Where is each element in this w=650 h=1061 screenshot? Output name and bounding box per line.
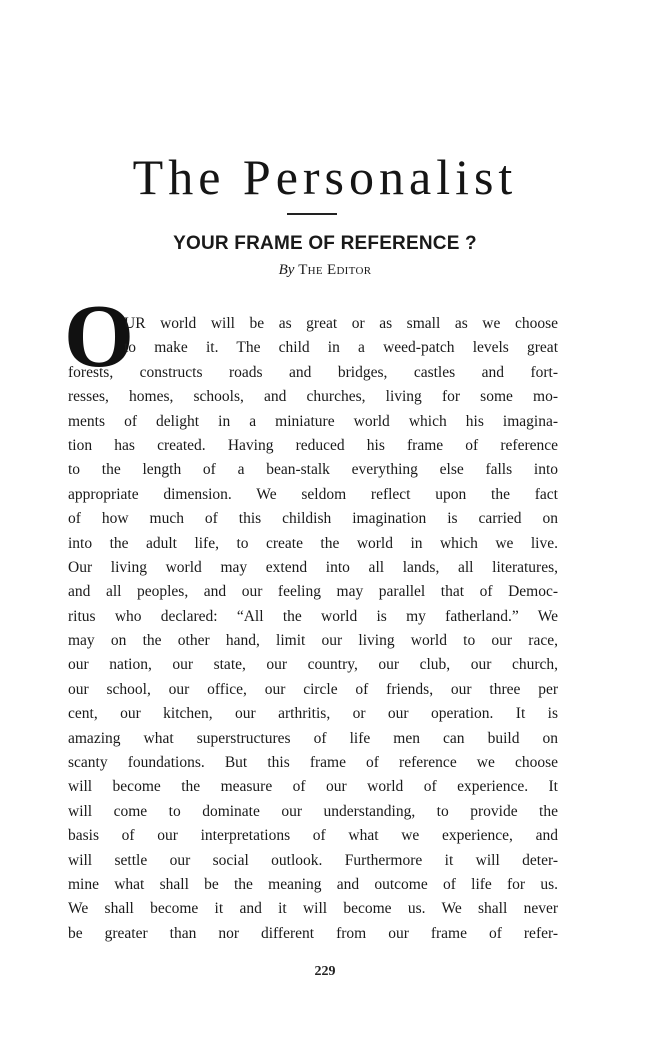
body-line: into the adult life, to create the world in which we live. bbox=[68, 534, 558, 552]
body-line: We shall become it and it will become us. We shall never bbox=[68, 900, 558, 918]
drop-cap: O bbox=[64, 287, 135, 386]
body-line: forests, constructs roads and bridges, castles and fort- bbox=[68, 363, 558, 381]
body-line: amazing what superstructures of life men can build on bbox=[68, 729, 558, 747]
body-line: ritus who declared: “All the world is my fatherland.” We bbox=[68, 607, 558, 625]
body-line: be greater than nor different from our frame of refer- bbox=[68, 924, 558, 942]
body-line: mine what shall be the meaning and outcome of life for us. bbox=[68, 875, 558, 893]
body-line: will come to dominate our understanding, to provide the bbox=[68, 802, 558, 820]
body-line: our school, our office, our circle of friends, our three per bbox=[68, 680, 558, 698]
body-line: appropriate dimension. We seldom reflect upon the fact bbox=[68, 485, 558, 503]
body-line: resses, homes, schools, and churches, living for some mo- bbox=[68, 388, 558, 406]
body-line: will settle our social outlook. Furthermore it will deter- bbox=[68, 851, 558, 869]
page-number: 229 bbox=[314, 964, 336, 979]
body-line: cent, our kitchen, our arthritis, or our operation. It is bbox=[68, 705, 558, 723]
body-line: of how much of this childish imagination is carried on bbox=[68, 510, 558, 528]
byline-author: The Editor bbox=[298, 262, 372, 278]
body-line: basis of our interpretations of what we experience, and bbox=[68, 827, 558, 845]
body-line: will become the measure of our world of experience. It bbox=[68, 778, 558, 796]
body-line: tion has created. Having reduced his frame of reference bbox=[68, 436, 558, 454]
journal-title: The Personalist bbox=[132, 149, 518, 205]
body-line: ments of delight in a miniature world which his imagina- bbox=[68, 412, 558, 430]
body-line: our nation, our state, our country, our club, our church, bbox=[68, 656, 558, 674]
body-line: and all peoples, and our feeling may parallel that of Democ- bbox=[68, 583, 558, 601]
body-line: UR world will be as great or as small as we choose bbox=[124, 315, 558, 332]
title-rule bbox=[287, 213, 337, 215]
body-line: Our living world may extend into all lands, all literatures, bbox=[68, 558, 558, 576]
body-line: to make it. The child in a weed-patch levels great bbox=[124, 339, 558, 357]
byline-prefix: By bbox=[278, 262, 295, 278]
body-line: scanty foundations. But this frame of reference we choose bbox=[68, 754, 558, 772]
article-heading: YOUR FRAME OF REFERENCE ? bbox=[173, 233, 477, 254]
article-body bbox=[68, 312, 558, 946]
body-line: to the length of a bean-stalk everything else falls into bbox=[68, 461, 558, 479]
body-line: may on the other hand, limit our living world to our race, bbox=[68, 632, 558, 650]
byline bbox=[0, 262, 650, 279]
